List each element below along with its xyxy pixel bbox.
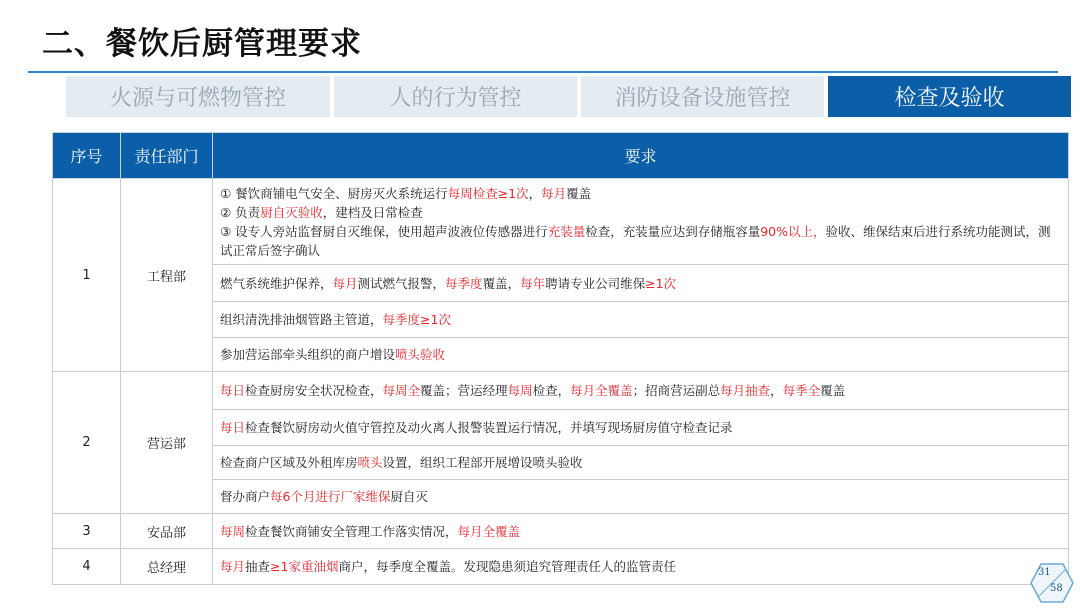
header-requirement: 要求 [213,133,1069,179]
row-number: 4 [53,549,121,585]
row-number: 1 [53,179,121,372]
tab-inspection[interactable]: 检查及验收 [828,76,1071,117]
requirement-line [220,487,1060,506]
table-row [53,179,1069,265]
tab-behavior[interactable]: 人的行为管控 [334,76,577,117]
highlight-text: 90%以上， [760,223,826,239]
row-department: 总经理 [121,549,213,585]
requirement-text: ，建档及日常检查 [322,204,423,220]
requirement-text: 燃气系统维护保养， [220,275,333,291]
page-current: 31 [1038,567,1051,578]
table-header-row [53,133,1069,179]
requirement-text: 覆盖 [820,383,846,398]
requirement-text: 覆盖；营运经理 [420,383,508,398]
requirement-cell [213,338,1069,372]
highlight-text: 每季全 [782,383,821,398]
highlight-text: 喷头 [357,455,383,470]
requirement-text: 检查商户区域及外租库房 [220,455,358,470]
requirement-text: 覆盖， [482,275,521,291]
requirement-text: 验收、维保结束后进行系统功能测试，测试正常后签字确认 [220,223,1051,258]
highlight-text: 每周 [220,523,246,539]
requirement-cell [213,549,1069,585]
highlight-text: ≥1家重油烟 [270,559,339,574]
requirement-text: 组织清洗排油烟管路主管道， [220,312,383,327]
table-row [53,514,1069,549]
highlight-text: 每月 [220,559,246,574]
requirement-line [220,557,1060,576]
page-title: 二、餐饮后厨管理要求 [42,26,362,62]
requirement-text: 测试燃气报警， [357,275,446,291]
highlight-text: 每月抽查 [720,383,771,398]
highlight-text: 每6个月进行厂家维保 [270,489,391,504]
table-row [53,372,1069,410]
requirement-text: 厨自灭 [390,489,428,504]
row-department: 工程部 [121,179,213,372]
tab-fire-source[interactable]: 火源与可燃物管控 [66,76,330,117]
requirement-text: 检查，充装量应达到存储瓶容量 [585,223,761,239]
requirement-text: ， [528,185,542,201]
requirement-line [220,222,1060,260]
requirement-cell [213,302,1069,338]
page-total: 58 [1050,583,1063,594]
title-divider [28,71,1058,73]
requirements-table [52,132,1069,585]
requirement-cell [213,480,1069,514]
requirement-line [220,453,1060,472]
page-number-badge [1030,563,1074,603]
row-number: 3 [53,514,121,549]
requirement-line [220,418,1060,437]
requirement-line [220,310,1060,329]
requirement-text: ② 负责 [220,204,261,220]
requirement-text: ① 餐饮商铺电气安全、厨房灭火系统运行 [220,185,448,201]
requirement-text: 覆盖 [566,185,592,201]
highlight-text: 充装量 [547,223,586,239]
section-tabs [66,76,1074,117]
requirement-cell [213,265,1069,302]
requirement-cell [213,179,1069,265]
highlight-text: 每周 [507,383,533,398]
requirement-line [220,184,1060,203]
highlight-text: 喷头验收 [395,347,446,362]
requirement-text: ③ 设专人旁站监督厨自灭维保，使用超声波液位传感器进行 [220,223,548,239]
requirement-cell [213,446,1069,480]
header-department: 责任部门 [121,133,213,179]
requirement-text: 检查， [532,383,571,398]
row-department: 安品部 [121,514,213,549]
requirement-text: 抽查 [245,559,271,574]
requirement-text: 检查餐饮厨房动火值守管控及动火离人报警装置运行情况，并填写现场厨房值守检查记录 [245,420,733,435]
requirement-text: ；招商营运副总 [632,383,721,398]
highlight-text: 每周检查≥1次 [447,185,529,201]
highlight-text: 每月全覆盖 [457,523,521,539]
table-row [53,549,1069,585]
requirement-cell [213,410,1069,446]
highlight-text: ≥1次 [645,275,677,291]
highlight-text: 厨自灭验收 [260,204,323,220]
highlight-text: 每月 [332,275,358,291]
requirement-text: 检查厨房安全状况检查， [245,383,383,398]
requirement-line [220,274,1060,293]
requirement-line [220,381,1060,400]
requirement-text: 检查餐饮商铺安全管理工作落实情况， [245,523,458,539]
highlight-text: 每月 [541,185,567,201]
highlight-text: 每日 [220,383,246,398]
requirement-line [220,203,1060,222]
highlight-text: 每年 [520,275,546,291]
requirement-line [220,522,1060,541]
requirement-text: 督办商户 [220,489,271,504]
requirement-text: 设置，组织工程部开展增设喷头验收 [382,455,583,470]
header-number: 序号 [53,133,121,179]
tab-fire-equipment[interactable]: 消防设备设施管控 [581,76,824,117]
row-department: 营运部 [121,372,213,514]
requirement-line [220,345,1060,364]
highlight-text: 每季度≥1次 [382,312,451,327]
highlight-text: 每季度 [445,275,483,291]
requirement-text: 参加营运部牵头组织的商户增设 [220,347,396,362]
requirement-text: 聘请专业公司维保 [545,275,646,291]
requirement-text: 商户，每季度全覆盖。发现隐患须追究管理责任人的监管责任 [338,559,676,574]
requirement-cell [213,372,1069,410]
highlight-text: 每月全覆盖 [570,383,633,398]
highlight-text: 每周全 [382,383,421,398]
requirement-text: ， [770,383,783,398]
row-number: 2 [53,372,121,514]
highlight-text: 每日 [220,420,246,435]
requirement-cell [213,514,1069,549]
